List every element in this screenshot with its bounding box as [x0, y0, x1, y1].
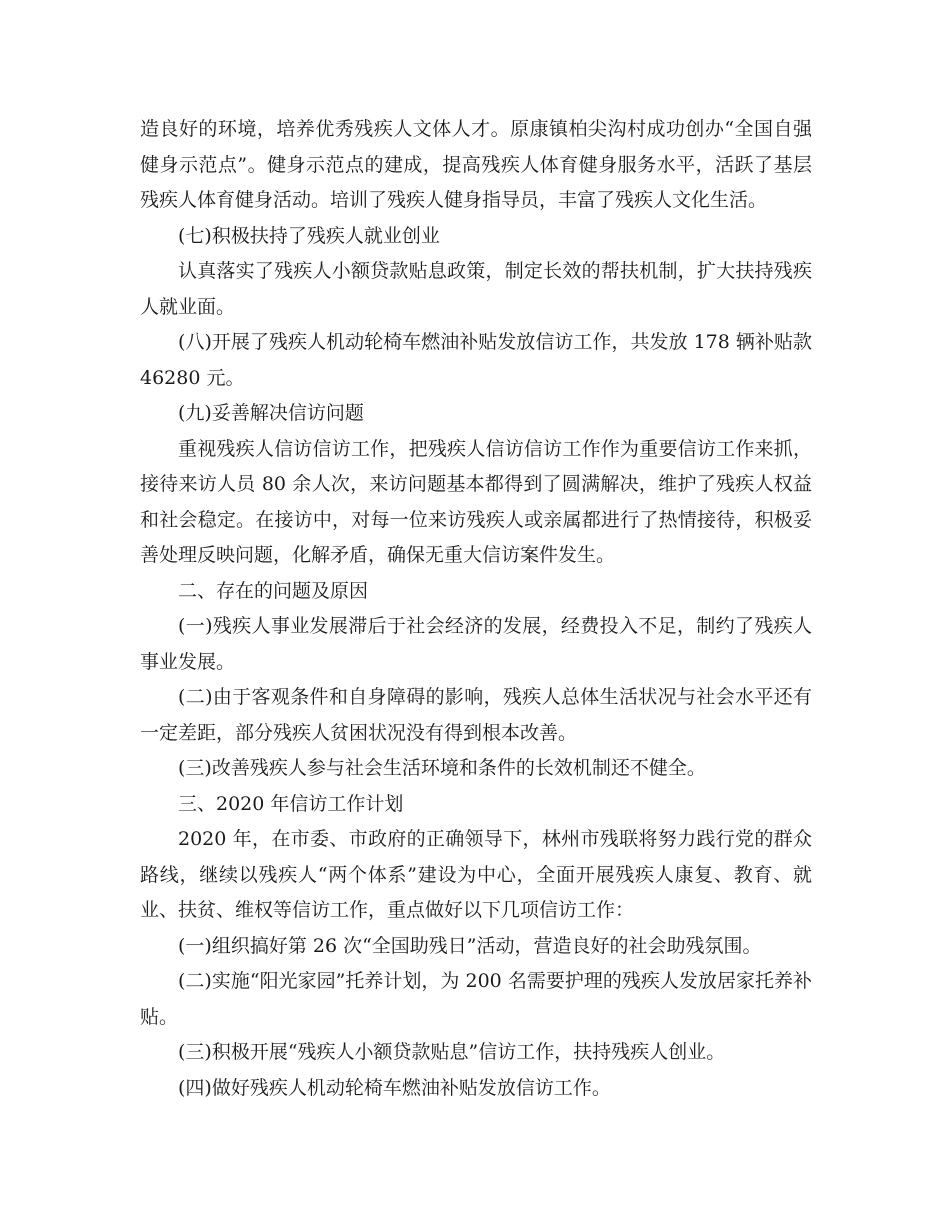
section-heading-2: 二、存在的问题及原因 — [178, 579, 369, 602]
paragraph-item-3: (三)改善残疾人参与社会生活环境和条件的长效机制还不健全。 — [178, 757, 706, 779]
paragraph-item-2: (二)由于客观条件和自身障碍的影响，残疾人总体生活状况与社会水平还有一定差距，部分残疾人贫困状况没有得到根本改善。 — [140, 686, 812, 744]
paragraph-continuation: 造良好的环境，培养优秀残疾人文体人才。原康镇柏尖沟村成功创办“全国自强健身示范点”。健身示范点的建成，提高残疾人体育健身服务水平，活跃了基层残疾人体育健身活动。培训了残疾人健身指导员，丰富了残疾人文化生活。 — [140, 118, 812, 211]
paragraph-item-1: (一)残疾人事业发展滞后于社会经济的发展，经费投入不足，制约了残疾人事业发展。 — [140, 615, 812, 673]
paragraph-heading-9: (九)妥善解决信访问题 — [178, 402, 364, 424]
paragraph-item-8: (八)开展了残疾人机动轮椅车燃油补贴发放信访工作，共发放 178 辆补贴款 46280 元。 — [140, 331, 812, 389]
paragraph: 重视残疾人信访信访工作，把残疾人信访信访工作作为重要信访工作来抓，接待来访人员 80 余人次，来访问题基本都得到了圆满解决，维护了残疾人权益和社会稳定。在接访中，对每一位来访残疾人或亲属都进行了热情接待，积极妥善处理反映问题，化解矛盾，确保无重大信访案件发生。 — [140, 437, 812, 566]
plan-item-2: (二)实施“阳光家园”托养计划，为 200 名需要护理的残疾人发放居家托养补贴。 — [140, 970, 812, 1028]
plan-item-3: (三)积极开展“残疾人小额贷款贴息”信访工作，扶持残疾人创业。 — [178, 1041, 726, 1063]
document-body — [140, 112, 812, 1106]
plan-item-1: (一)组织搞好第 26 次“全国助残日”活动，营造良好的社会助残氛围。 — [178, 934, 762, 957]
paragraph-heading-7: (七)积极扶持了残疾人就业创业 — [178, 224, 440, 247]
paragraph: 2020 年，在市委、市政府的正确领导下，林州市残联将努力践行党的群众路线，继续以残疾人“两个体系”建设为中心，全面开展残疾人康复、教育、就业、扶贫、维权等信访工作，重点做好以下几项信访工作： — [140, 828, 812, 921]
section-heading-3: 三、2020 年信访工作计划 — [178, 792, 404, 815]
paragraph: 认真落实了残疾人小额贷款贴息政策，制定长效的帮扶机制，扩大扶持残疾人就业面。 — [140, 260, 812, 318]
plan-item-4: (四)做好残疾人机动轮椅车燃油补贴发放信访工作。 — [178, 1076, 611, 1099]
